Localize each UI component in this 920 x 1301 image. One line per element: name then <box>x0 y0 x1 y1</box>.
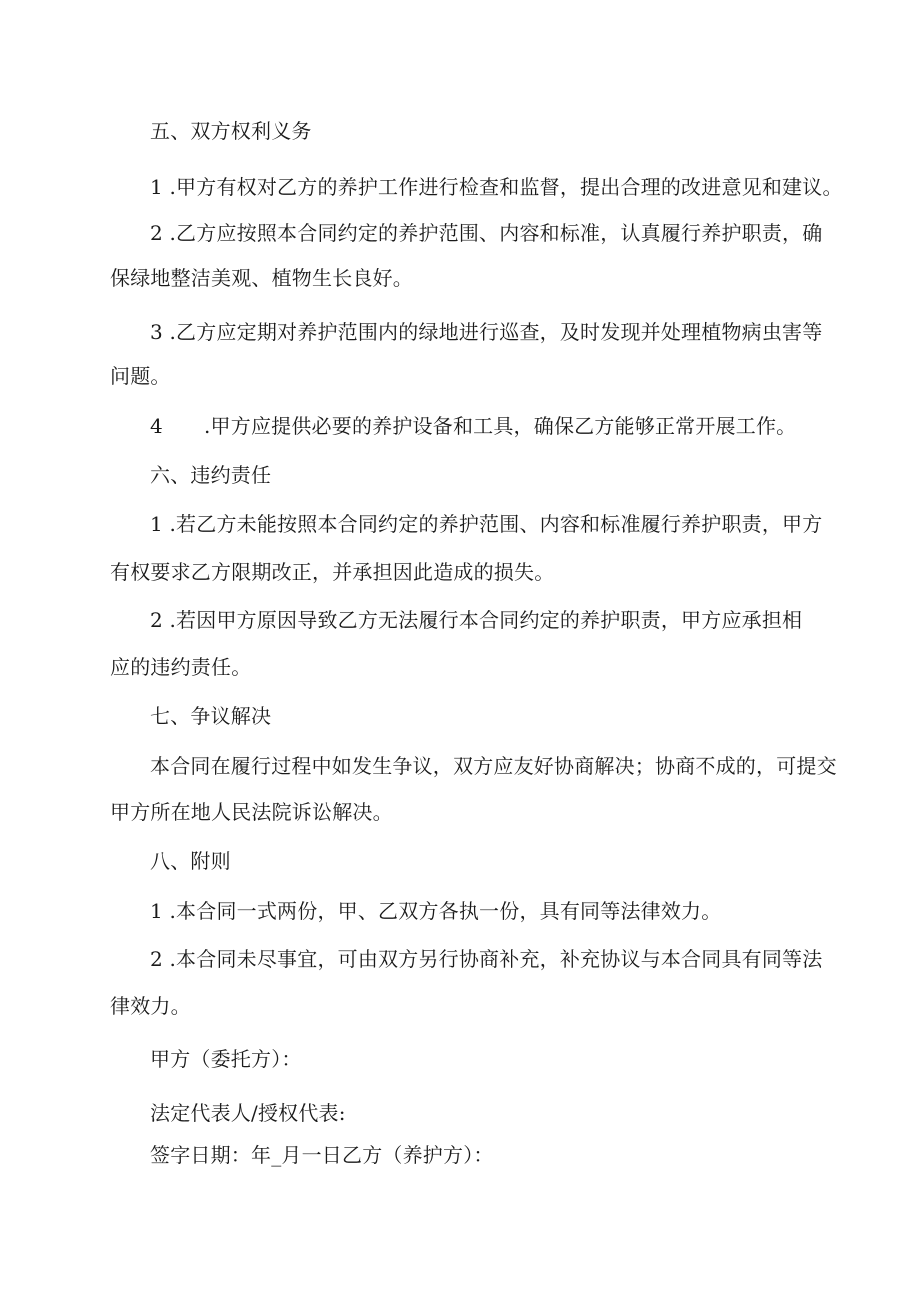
section-5-item-3-line-1: 3 .乙方应定期对养护范围内的绿地进行巡查，及时发现并处理植物病虫害等 <box>150 320 823 344</box>
section-8-item-2-line-1: 2 .本合同未尽事宜，可由双方另行协商补充，补充协议与本合同具有同等法 <box>150 947 823 971</box>
section-7-paragraph-line-2: 甲方所在地人民法院诉讼解决。 <box>110 800 393 824</box>
section-5-heading: 五、双方权利义务 <box>150 119 312 143</box>
section-5-item-1: 1 .甲方有权对乙方的养护工作进行检查和监督，提出合理的改进意见和建议。 <box>150 175 843 199</box>
section-6-item-1-line-1: 1 .若乙方未能按照本合同约定的养护范围、内容和标准履行养护职责，甲方 <box>150 512 823 536</box>
representative-label: 法定代表人/授权代表: <box>150 1101 346 1125</box>
section-6-heading: 六、违约责任 <box>150 463 272 487</box>
section-8-item-2-line-2: 律效力。 <box>110 994 191 1018</box>
section-6-item-2-line-2: 应的违约责任。 <box>110 655 252 679</box>
section-5-item-4-text: .甲方应提供必要的养护设备和工具，确保乙方能够正常开展工作。 <box>204 414 797 438</box>
section-7-heading: 七、争议解决 <box>150 704 272 728</box>
party-a-label: 甲方（委托方）： <box>150 1047 302 1071</box>
section-8-heading: 八、附则 <box>150 849 231 873</box>
section-6-item-2-line-1: 2 .若因甲方原因导致乙方无法履行本合同约定的养护职责，甲方应承担相 <box>150 608 803 632</box>
section-5-item-4-number: 4 <box>150 414 163 438</box>
section-5-item-3-line-2: 问题。 <box>110 364 171 388</box>
signing-date-line: 签字日期：年_月一日乙方（养护方）： <box>150 1143 494 1167</box>
section-8-item-1: 1 .本合同一式两份，甲、乙双方各执一份，具有同等法律效力。 <box>150 899 722 923</box>
section-5-item-2-line-2: 保绿地整洁美观、植物生长良好。 <box>110 266 413 290</box>
section-7-paragraph-line-1: 本合同在履行过程中如发生争议，双方应友好协商解决；协商不成的，可提交 <box>150 754 837 778</box>
section-5-item-2-line-1: 2 .乙方应按照本合同约定的养护范围、内容和标准，认真履行养护职责，确 <box>150 221 823 245</box>
section-6-item-1-line-2: 有权要求乙方限期改正，并承担因此造成的损失。 <box>110 560 555 584</box>
